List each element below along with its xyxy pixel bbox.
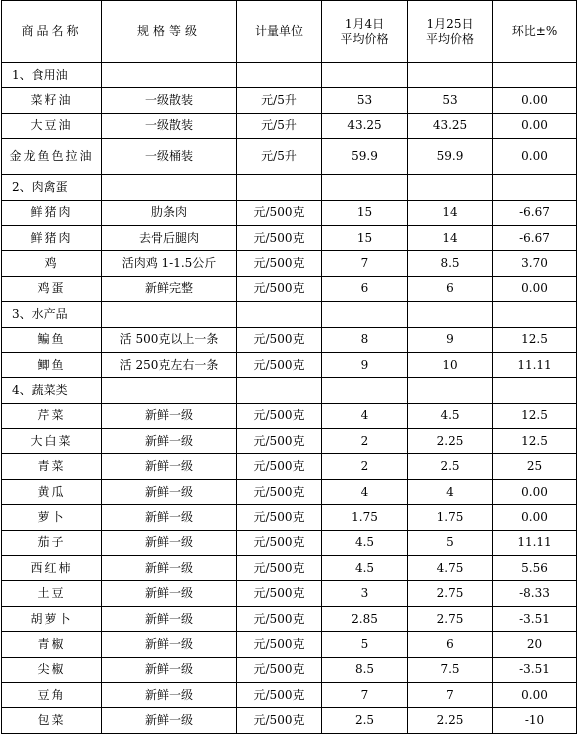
curr-price: 2.75 <box>408 581 493 606</box>
unit: 元/500克 <box>237 429 322 454</box>
empty-cell <box>237 302 322 327</box>
spec-grade: 活肉鸡 1-1.5公斤 <box>102 251 237 276</box>
unit: 元/500克 <box>237 556 322 581</box>
empty-cell <box>102 302 237 327</box>
change-pct: 3.70 <box>493 251 577 276</box>
product-name: 青菜 <box>2 454 102 479</box>
table-row <box>2 632 577 657</box>
curr-price: 7 <box>408 682 493 707</box>
curr-price: 5 <box>408 530 493 555</box>
change-pct: 0.00 <box>493 276 577 301</box>
prev-price: 3 <box>322 581 408 606</box>
prev-price: 4.5 <box>322 530 408 555</box>
category-title: 3、水产品 <box>2 302 102 327</box>
unit: 元/500克 <box>237 403 322 428</box>
empty-cell <box>322 302 408 327</box>
empty-cell <box>237 63 322 88</box>
prev-price: 15 <box>322 200 408 225</box>
prev-price: 1.75 <box>322 505 408 530</box>
product-name: 豆角 <box>2 682 102 707</box>
unit: 元/5升 <box>237 139 322 175</box>
product-name: 鲜猪肉 <box>2 225 102 250</box>
table-row <box>2 225 577 250</box>
prev-price: 8.5 <box>322 657 408 682</box>
unit: 元/500克 <box>237 682 322 707</box>
table-row <box>2 139 577 175</box>
curr-price: 14 <box>408 225 493 250</box>
product-name: 大白菜 <box>2 429 102 454</box>
empty-cell <box>493 302 577 327</box>
unit: 元/500克 <box>237 530 322 555</box>
curr-price: 8.5 <box>408 251 493 276</box>
spec-grade: 一级桶装 <box>102 139 237 175</box>
prev-price: 8 <box>322 327 408 352</box>
spec-grade: 新鲜一级 <box>102 530 237 555</box>
category-title: 2、肉禽蛋 <box>2 175 102 200</box>
curr-price: 2.25 <box>408 708 493 733</box>
prev-price: 15 <box>322 225 408 250</box>
prev-price: 59.9 <box>322 139 408 175</box>
change-pct: 11.11 <box>493 530 577 555</box>
prev-price: 2 <box>322 454 408 479</box>
curr-price: 2.5 <box>408 454 493 479</box>
empty-cell <box>322 378 408 403</box>
empty-cell <box>408 63 493 88</box>
product-name: 萝卜 <box>2 505 102 530</box>
change-pct: -6.67 <box>493 200 577 225</box>
table-row <box>2 251 577 276</box>
unit: 元/500克 <box>237 454 322 479</box>
empty-cell <box>102 175 237 200</box>
spec-grade: 肋条肉 <box>102 200 237 225</box>
table-row <box>2 581 577 606</box>
curr-price: 1.75 <box>408 505 493 530</box>
spec-grade: 新鲜一级 <box>102 556 237 581</box>
table-row <box>2 530 577 555</box>
curr-price: 4.5 <box>408 403 493 428</box>
unit: 元/500克 <box>237 327 322 352</box>
empty-cell <box>322 63 408 88</box>
product-name: 鳊鱼 <box>2 327 102 352</box>
category-title: 4、蔬菜类 <box>2 378 102 403</box>
prev-price: 4.5 <box>322 556 408 581</box>
product-name: 芹菜 <box>2 403 102 428</box>
spec-grade: 新鲜一级 <box>102 505 237 530</box>
unit: 元/500克 <box>237 505 322 530</box>
product-name: 黄瓜 <box>2 479 102 504</box>
empty-cell <box>493 63 577 88</box>
change-pct: -3.51 <box>493 606 577 631</box>
prev-price: 2.5 <box>322 708 408 733</box>
unit: 元/500克 <box>237 606 322 631</box>
unit: 元/5升 <box>237 113 322 138</box>
prev-price: 53 <box>322 88 408 113</box>
product-name: 胡萝卜 <box>2 606 102 631</box>
spec-grade: 新鲜完整 <box>102 276 237 301</box>
header-curr-price: 1月25日 平均价格 <box>408 1 493 63</box>
unit: 元/500克 <box>237 276 322 301</box>
unit: 元/500克 <box>237 581 322 606</box>
header-spec: 规格等级 <box>102 1 237 63</box>
table-row <box>2 454 577 479</box>
curr-price: 2.25 <box>408 429 493 454</box>
prev-price: 7 <box>322 251 408 276</box>
prev-price: 2.85 <box>322 606 408 631</box>
spec-grade: 新鲜一级 <box>102 708 237 733</box>
table-row <box>2 352 577 377</box>
table-row <box>2 479 577 504</box>
curr-price: 4 <box>408 479 493 504</box>
category-title: 1、食用油 <box>2 63 102 88</box>
change-pct: -10 <box>493 708 577 733</box>
curr-price: 7.5 <box>408 657 493 682</box>
category-row <box>2 378 577 403</box>
spec-grade: 新鲜一级 <box>102 403 237 428</box>
unit: 元/500克 <box>237 200 322 225</box>
spec-grade: 新鲜一级 <box>102 606 237 631</box>
curr-price: 43.25 <box>408 113 493 138</box>
prev-price: 7 <box>322 682 408 707</box>
product-name: 鲫鱼 <box>2 352 102 377</box>
product-name: 土豆 <box>2 581 102 606</box>
category-row <box>2 63 577 88</box>
unit: 元/500克 <box>237 657 322 682</box>
spec-grade: 去骨后腿肉 <box>102 225 237 250</box>
change-pct: -8.33 <box>493 581 577 606</box>
prev-price: 43.25 <box>322 113 408 138</box>
table-row <box>2 327 577 352</box>
product-name: 金龙鱼色拉油 <box>2 139 102 175</box>
table-row <box>2 276 577 301</box>
product-name: 西红柿 <box>2 556 102 581</box>
prev-price: 9 <box>322 352 408 377</box>
empty-cell <box>237 175 322 200</box>
change-pct: 12.5 <box>493 403 577 428</box>
curr-price: 2.75 <box>408 606 493 631</box>
header-name: 商品名称 <box>2 1 102 63</box>
unit: 元/500克 <box>237 708 322 733</box>
product-name: 青椒 <box>2 632 102 657</box>
table-row <box>2 657 577 682</box>
change-pct: 0.00 <box>493 505 577 530</box>
change-pct: 12.5 <box>493 429 577 454</box>
table-row <box>2 429 577 454</box>
curr-price: 10 <box>408 352 493 377</box>
spec-grade: 新鲜一级 <box>102 479 237 504</box>
table-row <box>2 556 577 581</box>
empty-cell <box>102 63 237 88</box>
header-row <box>2 1 577 63</box>
unit: 元/500克 <box>237 352 322 377</box>
prev-price: 4 <box>322 403 408 428</box>
product-name: 鸡蛋 <box>2 276 102 301</box>
spec-grade: 新鲜一级 <box>102 454 237 479</box>
table-row <box>2 682 577 707</box>
change-pct: 5.56 <box>493 556 577 581</box>
spec-grade: 新鲜一级 <box>102 632 237 657</box>
spec-grade: 一级散装 <box>102 113 237 138</box>
unit: 元/5升 <box>237 88 322 113</box>
change-pct: 12.5 <box>493 327 577 352</box>
table-row <box>2 200 577 225</box>
change-pct: 20 <box>493 632 577 657</box>
product-name: 鸡 <box>2 251 102 276</box>
prev-price: 4 <box>322 479 408 504</box>
curr-price: 9 <box>408 327 493 352</box>
unit: 元/500克 <box>237 251 322 276</box>
product-name: 尖椒 <box>2 657 102 682</box>
change-pct: 11.11 <box>493 352 577 377</box>
change-pct: 25 <box>493 454 577 479</box>
spec-grade: 新鲜一级 <box>102 657 237 682</box>
curr-price: 59.9 <box>408 139 493 175</box>
product-name: 菜籽油 <box>2 88 102 113</box>
empty-cell <box>493 378 577 403</box>
unit: 元/500克 <box>237 632 322 657</box>
empty-cell <box>408 302 493 327</box>
change-pct: 0.00 <box>493 139 577 175</box>
table-row <box>2 606 577 631</box>
curr-price: 14 <box>408 200 493 225</box>
product-name: 鲜猪肉 <box>2 200 102 225</box>
empty-cell <box>408 378 493 403</box>
empty-cell <box>408 175 493 200</box>
table-row <box>2 403 577 428</box>
category-row <box>2 302 577 327</box>
header-unit: 计量单位 <box>237 1 322 63</box>
header-prev-price: 1月4日 平均价格 <box>322 1 408 63</box>
table-row <box>2 708 577 733</box>
empty-cell <box>102 378 237 403</box>
price-table <box>1 0 577 734</box>
spec-grade: 新鲜一级 <box>102 429 237 454</box>
unit: 元/500克 <box>237 479 322 504</box>
product-name: 大豆油 <box>2 113 102 138</box>
prev-price: 5 <box>322 632 408 657</box>
spec-grade: 新鲜一级 <box>102 581 237 606</box>
curr-price: 6 <box>408 276 493 301</box>
curr-price: 4.75 <box>408 556 493 581</box>
empty-cell <box>237 378 322 403</box>
spec-grade: 活 250克左右一条 <box>102 352 237 377</box>
spec-grade: 活 500克以上一条 <box>102 327 237 352</box>
product-name: 包菜 <box>2 708 102 733</box>
curr-price: 6 <box>408 632 493 657</box>
prev-price: 2 <box>322 429 408 454</box>
category-row <box>2 175 577 200</box>
table-row <box>2 505 577 530</box>
product-name: 茄子 <box>2 530 102 555</box>
table-row <box>2 113 577 138</box>
table-row <box>2 88 577 113</box>
empty-cell <box>322 175 408 200</box>
header-change: 环比±% <box>493 1 577 63</box>
change-pct: 0.00 <box>493 479 577 504</box>
prev-price: 6 <box>322 276 408 301</box>
change-pct: 0.00 <box>493 113 577 138</box>
change-pct: -6.67 <box>493 225 577 250</box>
change-pct: -3.51 <box>493 657 577 682</box>
empty-cell <box>493 175 577 200</box>
curr-price: 53 <box>408 88 493 113</box>
change-pct: 0.00 <box>493 88 577 113</box>
change-pct: 0.00 <box>493 682 577 707</box>
spec-grade: 新鲜一级 <box>102 682 237 707</box>
price-table-body <box>2 1 577 734</box>
spec-grade: 一级散装 <box>102 88 237 113</box>
unit: 元/500克 <box>237 225 322 250</box>
